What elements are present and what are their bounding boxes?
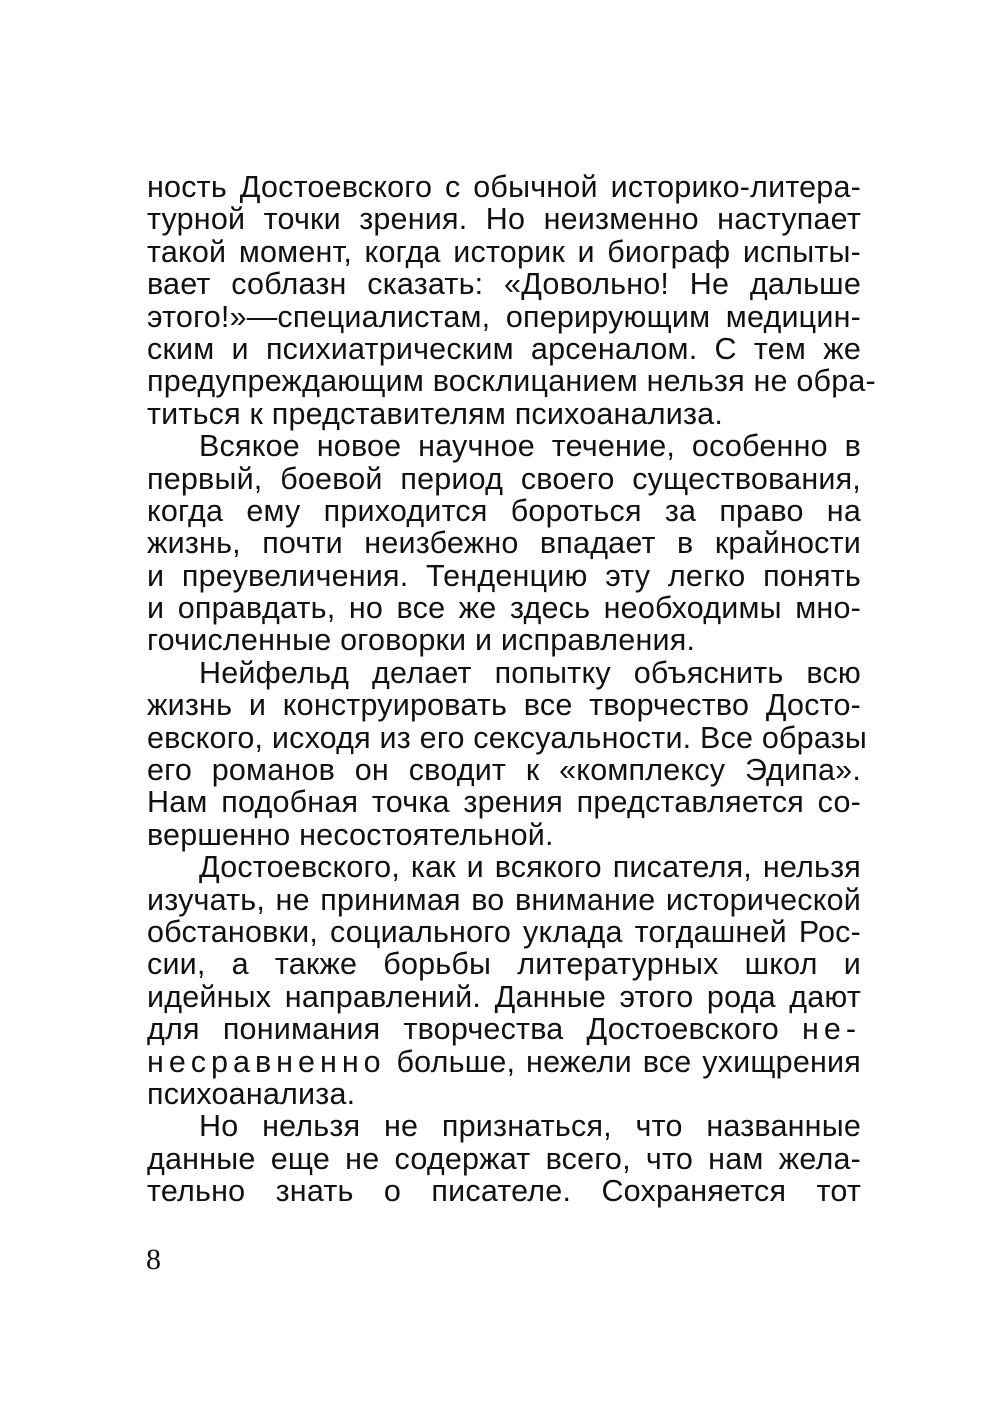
- paragraph: [147, 430, 861, 657]
- text-line: вершенно несостоятельной.: [147, 817, 554, 852]
- text-line: данные еще не содержат всего, что нам жела-: [147, 1141, 861, 1176]
- text-line: Всякое новое научное течение, особенно в: [199, 429, 861, 464]
- text-line: тельно знать о писателе. Сохраняется тот: [147, 1174, 861, 1209]
- text-line: этого!»—специалистам, оперирующим медицин-: [147, 299, 861, 334]
- text-line: ским и психиатрическим арсеналом. С тем же: [147, 331, 861, 366]
- text-line: Нам подобная точка зрения представляется со-: [147, 785, 861, 820]
- text-line: евского, исходя из его сексуальности. Все образы: [147, 720, 867, 755]
- text-line: идейных направлений. Данные этого рода дают: [147, 979, 861, 1014]
- page-text-block: [147, 170, 876, 1209]
- text-line: сии, а также борьбы литературных школ и: [147, 947, 861, 982]
- paragraph: [147, 1110, 861, 1207]
- text-line: гочисленные оговорки и исправления.: [147, 623, 696, 658]
- text-line: первый, боевой период своего существования,: [147, 461, 861, 496]
- text-line: турной точки зрения. Но неизменно наступает: [147, 202, 861, 237]
- text-line: вает соблазн сказать: «Довольно! Не дальше: [147, 267, 861, 302]
- text-line: когда ему приходится бороться за право на: [147, 493, 861, 528]
- page-number: 8: [146, 1243, 161, 1276]
- text-line: ность Достоевского с обычной историко-литера-: [147, 170, 861, 204]
- text-line: жизнь и конструировать все творчество Досто-: [147, 688, 861, 723]
- text-line: его романов он сводит к «комплексу Эдипа».: [147, 753, 861, 788]
- text-line: жизнь, почти неизбежно впадает в крайности: [147, 526, 861, 561]
- text-fragment: больше, нежели все ухищрения: [396, 1044, 861, 1079]
- text-line: предупреждающим восклицанием нельзя не обра-: [147, 364, 876, 399]
- text-line: титься к представителям психоанализа.: [147, 396, 723, 431]
- text-line: изучать, не принимая во внимание исторической: [147, 882, 861, 917]
- spaced-word: несравненно: [147, 1044, 386, 1079]
- text-line: [147, 1013, 861, 1045]
- text-line: психоанализа.: [147, 1076, 356, 1111]
- text-line: Но нельзя не признаться, что названные: [199, 1109, 861, 1144]
- text-line: обстановки, социального уклада тогдашней Рос-: [147, 914, 861, 949]
- spaced-word: не-: [802, 1012, 861, 1047]
- text-line: Нейфельд делает попытку объяснить всю: [199, 655, 861, 690]
- text-line: Достоевского, как и всякого писателя, нельзя: [199, 850, 861, 885]
- text-line: и оправдать, но все же здесь необходимы мно-: [147, 591, 861, 626]
- text-fragment: для понимания творчества Достоевского: [147, 1012, 779, 1047]
- paragraph: [147, 851, 861, 1110]
- text-line: [147, 1046, 861, 1078]
- text-line: и преувеличения. Тенденцию эту легко понять: [147, 558, 861, 593]
- text-line: такой момент, когда историк и биограф испыты-: [147, 234, 861, 269]
- paragraph: [147, 170, 876, 431]
- paragraph: [147, 655, 867, 852]
